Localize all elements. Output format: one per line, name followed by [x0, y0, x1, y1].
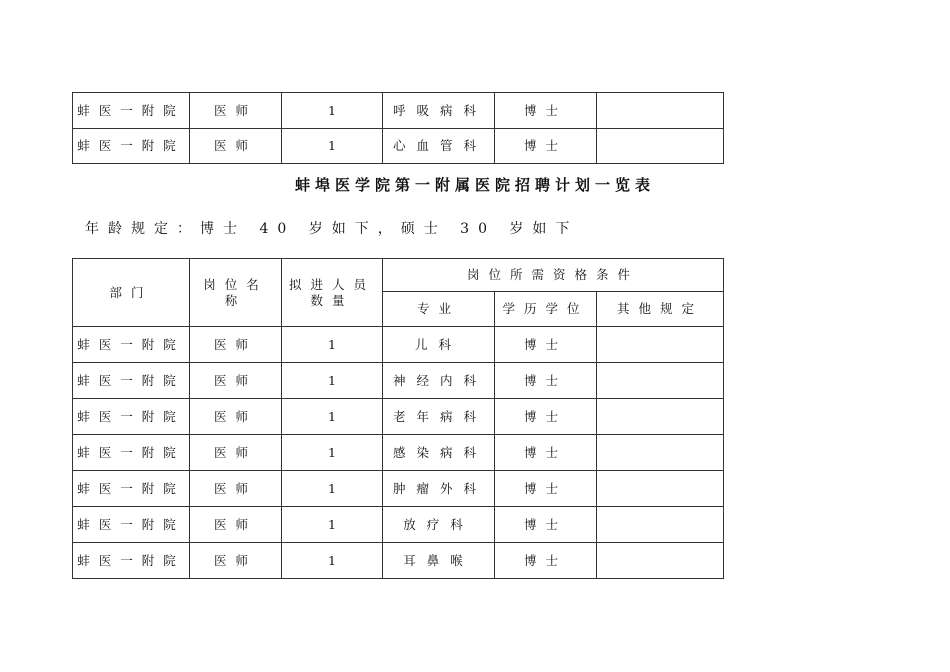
major-cell: 肿瘤外科: [383, 471, 495, 507]
table-row: [73, 507, 724, 543]
position-cell: 医师: [190, 363, 282, 399]
header-department: 部门: [73, 259, 190, 327]
degree-cell: 博士: [495, 435, 597, 471]
major-cell: 放疗科: [383, 507, 495, 543]
dept-cell: 蚌医一附院: [73, 93, 190, 129]
dept-cell: 蚌医一附院: [73, 399, 190, 435]
position-cell: 医师: [190, 543, 282, 579]
major-cell: 呼吸病科: [383, 93, 495, 129]
header-degree: 学历学位: [495, 292, 597, 327]
major-cell: 神经内科: [383, 363, 495, 399]
quota-cell: 1: [282, 327, 383, 363]
header-quota: 拟进人员数量: [282, 259, 383, 327]
other-cell: [597, 399, 724, 435]
table-row: [73, 543, 724, 579]
other-cell: [597, 93, 724, 129]
position-cell: 医师: [190, 327, 282, 363]
degree-cell: 博士: [495, 93, 597, 129]
header-requirements: 岗位所需资格条件: [383, 259, 724, 292]
dept-cell: 蚌医一附院: [73, 471, 190, 507]
header-major: 专业: [383, 292, 495, 327]
table-row: [73, 471, 724, 507]
other-cell: [597, 129, 724, 164]
other-cell: [597, 363, 724, 399]
degree-cell: 博士: [495, 543, 597, 579]
page-title: 蚌埠医学院第一附属医院招聘计划一览表: [294, 176, 655, 194]
table-row: [73, 93, 724, 129]
dept-cell: 蚌医一附院: [73, 507, 190, 543]
major-cell: 心血管科: [383, 129, 495, 164]
major-cell: 老年病科: [383, 399, 495, 435]
quota-cell: 1: [282, 93, 383, 129]
table-row: [73, 435, 724, 471]
quota-cell: 1: [282, 399, 383, 435]
position-cell: 医师: [190, 471, 282, 507]
other-cell: [597, 543, 724, 579]
table-row: [73, 327, 724, 363]
table-row: [73, 399, 724, 435]
position-cell: 医师: [190, 399, 282, 435]
position-cell: 医师: [190, 435, 282, 471]
quota-cell: 1: [282, 129, 383, 164]
quota-cell: 1: [282, 543, 383, 579]
quota-cell: 1: [282, 507, 383, 543]
degree-cell: 博士: [495, 327, 597, 363]
dept-cell: 蚌医一附院: [73, 363, 190, 399]
major-cell: 感染病科: [383, 435, 495, 471]
other-cell: [597, 471, 724, 507]
degree-cell: 博士: [495, 471, 597, 507]
position-cell: 医师: [190, 93, 282, 129]
dept-cell: 蚌医一附院: [73, 543, 190, 579]
position-cell: 医师: [190, 507, 282, 543]
degree-cell: 博士: [495, 363, 597, 399]
position-cell: 医师: [190, 129, 282, 164]
dept-cell: 蚌医一附院: [73, 327, 190, 363]
recruitment-table: [72, 258, 724, 579]
dept-cell: 蚌医一附院: [73, 129, 190, 164]
other-cell: [597, 507, 724, 543]
header-row: [73, 259, 724, 292]
degree-cell: 博士: [495, 507, 597, 543]
other-cell: [597, 435, 724, 471]
dept-cell: 蚌医一附院: [73, 435, 190, 471]
degree-cell: 博士: [495, 129, 597, 164]
other-cell: [597, 327, 724, 363]
degree-cell: 博士: [495, 399, 597, 435]
header-other: 其他规定: [597, 292, 724, 327]
quota-cell: 1: [282, 435, 383, 471]
table-row: [73, 129, 724, 164]
age-rule-text: 年龄规定：博士 40 岁如下，硕士 30 岁如下: [85, 221, 579, 237]
continued-table: [72, 92, 724, 164]
major-cell: 儿科: [383, 327, 495, 363]
major-cell: 耳鼻喉: [383, 543, 495, 579]
quota-cell: 1: [282, 363, 383, 399]
header-position: 岗位名称: [190, 259, 282, 327]
table-row: [73, 363, 724, 399]
quota-cell: 1: [282, 471, 383, 507]
